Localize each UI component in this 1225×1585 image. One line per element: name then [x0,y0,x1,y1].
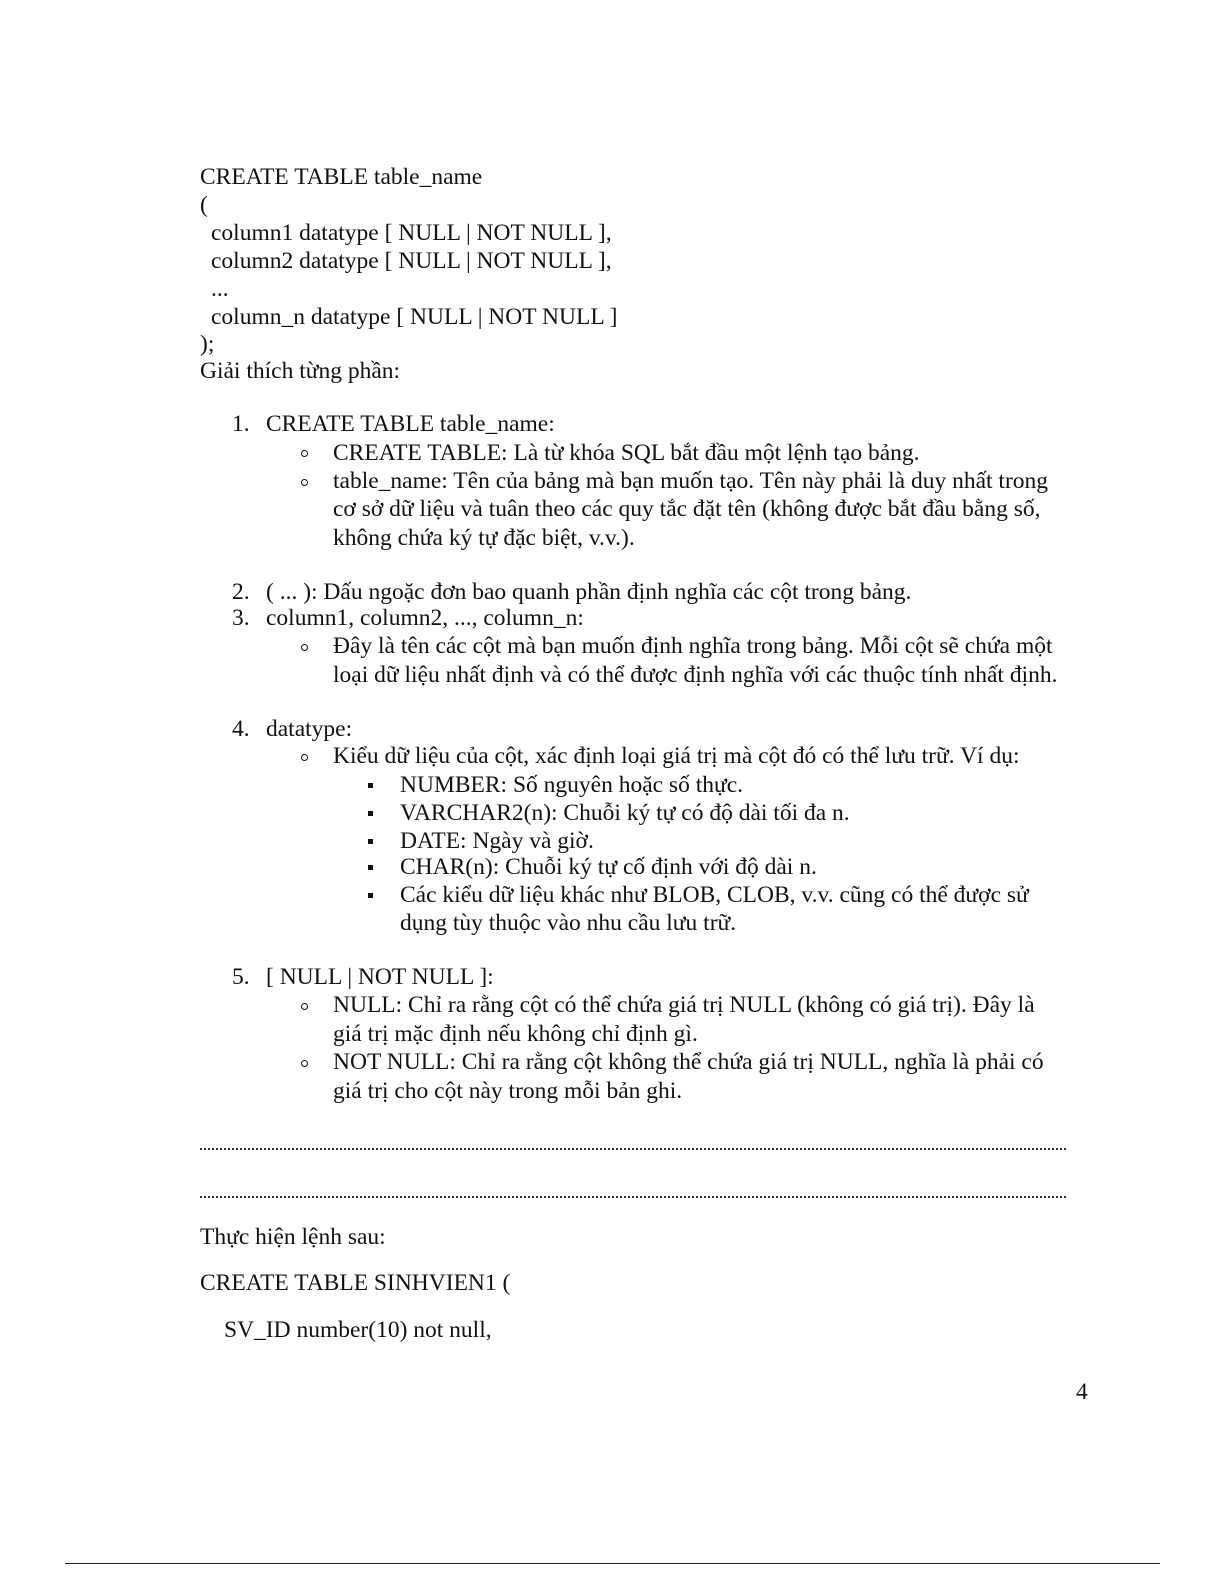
list-item-number: 4. [232,716,250,742]
subbullet-text: CHAR(n): Chuỗi ký tự cố định với độ dài n. [400,854,817,880]
square-bullet-icon [368,839,373,844]
subbullet-text: dụng tùy thuộc vào nhu cầu lưu trữ. [400,910,737,936]
circle-bullet-icon [301,450,308,457]
syntax-line-create: CREATE TABLE table_name [200,164,483,190]
square-bullet-icon [368,893,373,898]
syntax-line-column2: column2 datatype [ NULL | NOT NULL ], [211,248,612,274]
list-item-number: 3. [232,605,250,631]
circle-bullet-icon [301,1003,308,1010]
bullet-text: giá trị mặc định nếu không chỉ định gì. [333,1021,698,1047]
page-bottom-rule [65,1563,1160,1564]
square-bullet-icon [368,865,373,870]
bullet-text: giá trị cho cột này trong mỗi bản ghi. [333,1078,683,1104]
bullet-text: NULL: Chỉ ra rằng cột có thể chứa giá trị NULL (không có giá trị). Đây là [333,992,1035,1018]
list-item-title: column1, column2, ..., column_n: [266,605,584,631]
list-item-title: datatype: [266,716,353,742]
syntax-line-column1: column1 datatype [ NULL | NOT NULL ], [211,220,612,246]
list-item-title: ( ... ): Dấu ngoặc đơn bao quanh phần định nghĩa các cột trong bảng. [266,579,912,605]
syntax-line-open-paren: ( [200,192,208,218]
list-item-title: [ NULL | NOT NULL ]: [266,964,494,990]
circle-bullet-icon [301,1060,308,1067]
bullet-text: table_name: Tên của bảng mà bạn muốn tạo. Tên này phải là duy nhất trong [333,468,1049,494]
circle-bullet-icon [301,754,308,761]
page-number: 4 [1076,1379,1088,1405]
subbullet-text: DATE: Ngày và giờ. [400,828,594,854]
exercise-code-line: SV_ID number(10) not null, [224,1317,492,1343]
list-item-number: 2. [232,579,250,605]
list-item-number: 5. [232,964,250,990]
list-item-title: CREATE TABLE table_name: [266,411,555,437]
syntax-line-close-paren: ); [200,331,215,357]
list-item-number: 1. [232,411,250,437]
square-bullet-icon [368,811,373,816]
square-bullet-icon [368,783,373,788]
circle-bullet-icon [301,479,308,486]
syntax-line-ellipsis: ... [211,276,229,302]
bullet-text: cơ sở dữ liệu và tuân theo các quy tắc đặt tên (không được bắt đầu bằng số, [333,496,1041,522]
exercise-code-line: CREATE TABLE SINHVIEN1 ( [200,1270,511,1296]
exercise-intro: Thực hiện lệnh sau: [200,1224,386,1250]
bullet-text: Đây là tên các cột mà bạn muốn định nghĩa trong bảng. Mỗi cột sẽ chứa một [333,633,1053,659]
bullet-text: Kiểu dữ liệu của cột, xác định loại giá trị mà cột đó có thể lưu trữ. Ví dụ: [333,743,1020,769]
bullet-text: CREATE TABLE: Là từ khóa SQL bắt đầu một lệnh tạo bảng. [333,440,920,466]
bullet-text: NOT NULL: Chỉ ra rằng cột không thể chứa giá trị NULL, nghĩa là phải có [333,1049,1044,1075]
circle-bullet-icon [301,644,308,651]
subbullet-text: Các kiểu dữ liệu khác như BLOB, CLOB, v.v. cũng có thể được sử [400,882,1029,908]
answer-dotted-line [200,1148,1066,1150]
explain-heading: Giải thích từng phần: [200,358,401,384]
bullet-text: loại dữ liệu nhất định và có thể được định nghĩa với các thuộc tính nhất định. [333,662,1058,688]
subbullet-text: NUMBER: Số nguyên hoặc số thực. [400,772,744,798]
answer-dotted-line [200,1196,1066,1198]
syntax-line-column-n: column_n datatype [ NULL | NOT NULL ] [211,304,618,330]
bullet-text: không chứa ký tự đặc biệt, v.v.). [333,525,635,551]
subbullet-text: VARCHAR2(n): Chuỗi ký tự có độ dài tối đa n. [400,800,850,826]
